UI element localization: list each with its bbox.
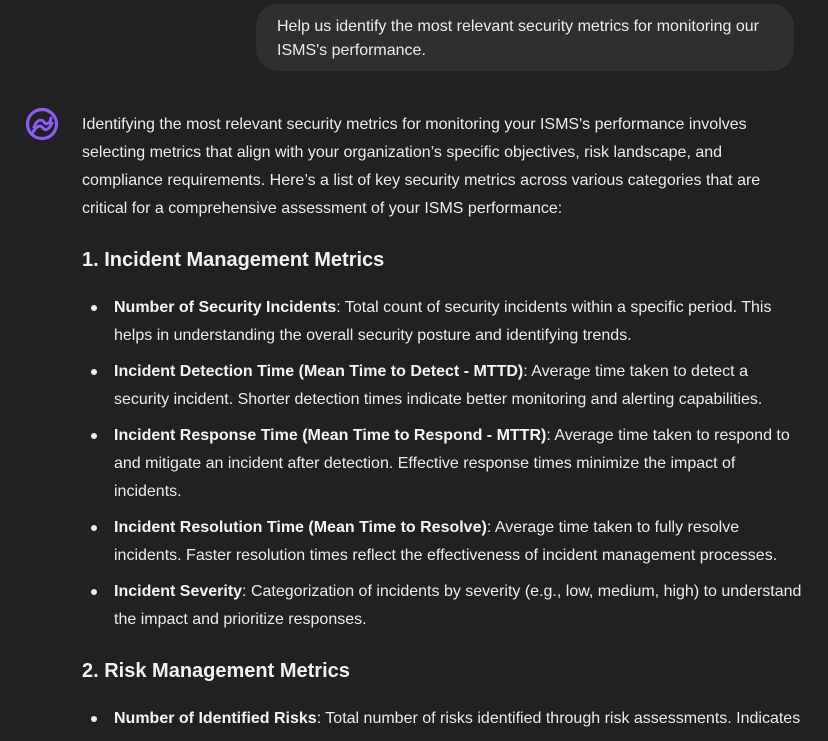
- bullet-icon: [91, 305, 97, 311]
- list-item: [82, 705, 802, 733]
- user-message-bubble: [256, 4, 794, 71]
- list-item: [82, 578, 802, 634]
- list-item: [82, 514, 802, 570]
- bullet-icon: [91, 525, 97, 531]
- metric-term: Incident Severity: [114, 583, 243, 600]
- assistant-logo-icon: [25, 107, 59, 141]
- metrics-list: [82, 294, 802, 634]
- metric-description: : Average time taken to fully resolve incidents. Faster resolution times reflect the effectiveness of incident management processes.: [114, 519, 778, 564]
- metric-description: : Average time taken to detect a security incident. Shorter detection times indicate better monitoring and alerting capabilities.: [114, 363, 763, 408]
- metric-description: : Average time taken to respond to and mitigate an incident after detection. Effective response times minimize the impact of incidents.: [114, 427, 790, 500]
- metric-term: Number of Security Incidents: [114, 299, 337, 316]
- metric-term: Number of Identified Risks: [114, 710, 317, 727]
- list-item: [82, 358, 802, 414]
- metric-description: : Categorization of incidents by severity (e.g., low, medium, high) to understand the impact and prioritize responses.: [114, 583, 802, 628]
- bullet-icon: [91, 716, 97, 722]
- section-heading: 2. Risk Management Metrics: [82, 660, 350, 682]
- assistant-message: [82, 111, 802, 741]
- list-item: [82, 294, 802, 350]
- metric-term: Incident Resolution Time (Mean Time to Resolve): [114, 519, 487, 536]
- assistant-avatar: [25, 107, 59, 141]
- bullet-icon: [91, 433, 97, 439]
- section-heading: 1. Incident Management Metrics: [82, 249, 385, 271]
- metric-description: : Total count of security incidents within a specific period. This helps in understanding the overall security posture and identifying trends.: [114, 299, 772, 344]
- metric-description: : Total number of risks identified through risk assessments. Indicates: [316, 710, 801, 727]
- metric-term: Incident Response Time (Mean Time to Respond - MTTR): [114, 427, 547, 444]
- list-item: [82, 422, 802, 506]
- metric-term: Incident Detection Time (Mean Time to Detect - MTTD): [114, 363, 524, 380]
- user-message-text: Help us identify the most relevant security metrics for monitoring our ISMS's performance.: [277, 18, 759, 59]
- bullet-icon: [91, 589, 97, 595]
- assistant-intro: Identifying the most relevant security metrics for monitoring your ISMS's performance involves selecting metrics that align with your organization’s specific objectives, risk landscape, and compliance requirements. Here’s a list of key security metrics across various categories that are critical for a comprehensive assessment of your ISMS performance:: [82, 116, 761, 217]
- metrics-list: [82, 705, 802, 733]
- bullet-icon: [91, 369, 97, 375]
